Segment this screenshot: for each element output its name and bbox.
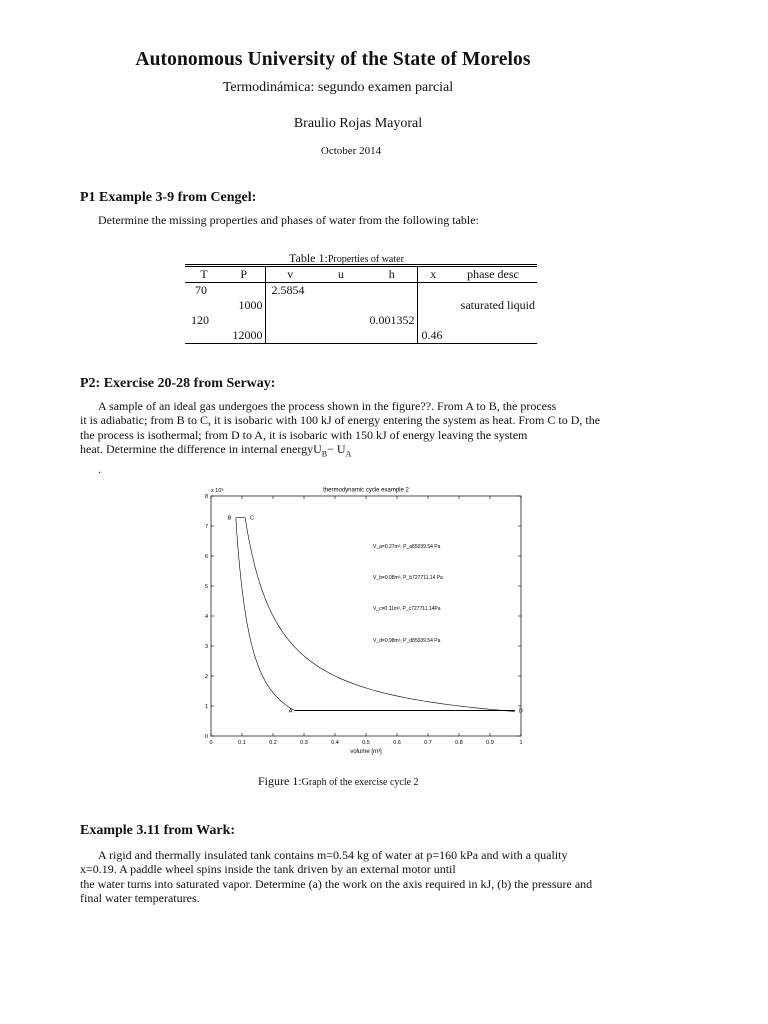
figure-caption: Figure 1:Graph of the exercise cycle 2 [258, 774, 419, 788]
point-label-B: B [227, 515, 232, 522]
y-tick-label: 7 [204, 524, 208, 530]
x-tick-label: 0.6 [393, 740, 401, 746]
p2-text: A sample of an ideal gas undergoes the process shown in the figure??. From A to B, the process it is adiabatic; from B to C, it is isobaric with 100 kJ of energy entering the system as heat. From C to D, the the process is isothermal; from D to A, it is isobaric with 150 kJ of energy leaving the system heat. Determine the difference in internal energyU$_B$− $U_A$ . [80, 399, 601, 476]
col-header-u: u [315, 266, 367, 283]
point-label-D: D [518, 708, 523, 715]
plot-frame [211, 496, 521, 736]
x-tick-label: 0.7 [424, 740, 432, 746]
y-tick-label: 1 [204, 704, 208, 710]
y-tick-label: 4 [204, 614, 208, 620]
properties-table [185, 264, 537, 344]
date: October 2014 [320, 145, 382, 157]
table-row: 12000 0.46 [185, 328, 537, 344]
x-tick-label: 1 [519, 740, 523, 746]
x-tick-label: 0.5 [362, 740, 370, 746]
y-tick-label: 5 [204, 584, 208, 590]
y-tick-label: 2 [204, 674, 208, 680]
table-row: 1000 saturated liquid [238, 298, 535, 312]
col-header-x: x [417, 266, 449, 283]
x-tick-label: 0.4 [331, 740, 339, 746]
x-axis-label: volume [m³] [350, 749, 382, 755]
x-tick-label: 0.2 [269, 740, 277, 746]
thermodynamic-cycle-chart [195, 484, 535, 759]
p1-text: Determine the missing properties and phases of water from the following table: [98, 213, 479, 227]
chart-title: thermodynamic cycle example 2 [323, 487, 409, 494]
x-tick-label: 0 [209, 740, 213, 746]
author: Braulio Rojas Mayoral [293, 116, 423, 131]
x-tick-label: 0.1 [238, 740, 246, 746]
table-row: 120 0.001352 [185, 313, 537, 328]
col-header-T: T [185, 266, 223, 283]
p3-heading: Example 3.11 from Wark: [80, 823, 236, 838]
annotation-3: V_d=0.98m³, P_d85039.54 Pa [373, 638, 441, 644]
annotation-2: V_c=0.11m³, P_c727711.14Pa [373, 606, 441, 612]
col-header-h: h [367, 266, 417, 283]
point-label-C: C [250, 515, 255, 522]
y-tick-label: 8 [204, 494, 208, 500]
axis-ticks [205, 494, 523, 746]
point-label-A: A [288, 708, 293, 715]
col-header-v: v [265, 266, 315, 283]
p1-heading: P1 Example 3-9 from Cengel: [80, 190, 257, 205]
y-multiplier-label: x 10⁵ [211, 488, 224, 494]
annotation-0: V_a=0.27m³, P_a85039.54 Pa [373, 544, 441, 550]
col-header-P: P [223, 266, 265, 283]
x-tick-label: 0.9 [486, 740, 494, 746]
adiabatic-curve-A-B [236, 515, 295, 711]
document-subtitle: Termodinámica: segundo examen parcial [222, 80, 454, 95]
x-tick-label: 0.8 [455, 740, 463, 746]
table-caption: Table 1:Properties of water [289, 251, 404, 265]
y-tick-label: 6 [204, 554, 208, 560]
chart-svg [195, 484, 535, 759]
annotations [373, 544, 443, 644]
y-tick-label: 0 [204, 734, 208, 740]
y-tick-label: 3 [204, 644, 208, 650]
annotation-1: V_b=0.08m³, P_b727711.14 Pa [373, 575, 443, 581]
col-header-phase: phase desc [449, 266, 537, 283]
x-tick-label: 0.3 [300, 740, 308, 746]
p3-text: A rigid and thermally insulated tank contains m=0.54 kg of water at p=160 kPa and with a quality x=0.19. A paddle wheel spins inside the tank driven by an external motor until the water turns into saturated vapor. Determine (a) the work on the axis required in kJ, (b) the pressure and final water temperatures. [80, 848, 593, 905]
p2-heading: P2: Exercise 20-28 from Serway: [80, 376, 276, 391]
document-title: Autonomous University of the State of Morelos [135, 49, 531, 70]
table-row: 70 2.5854 [185, 283, 537, 299]
